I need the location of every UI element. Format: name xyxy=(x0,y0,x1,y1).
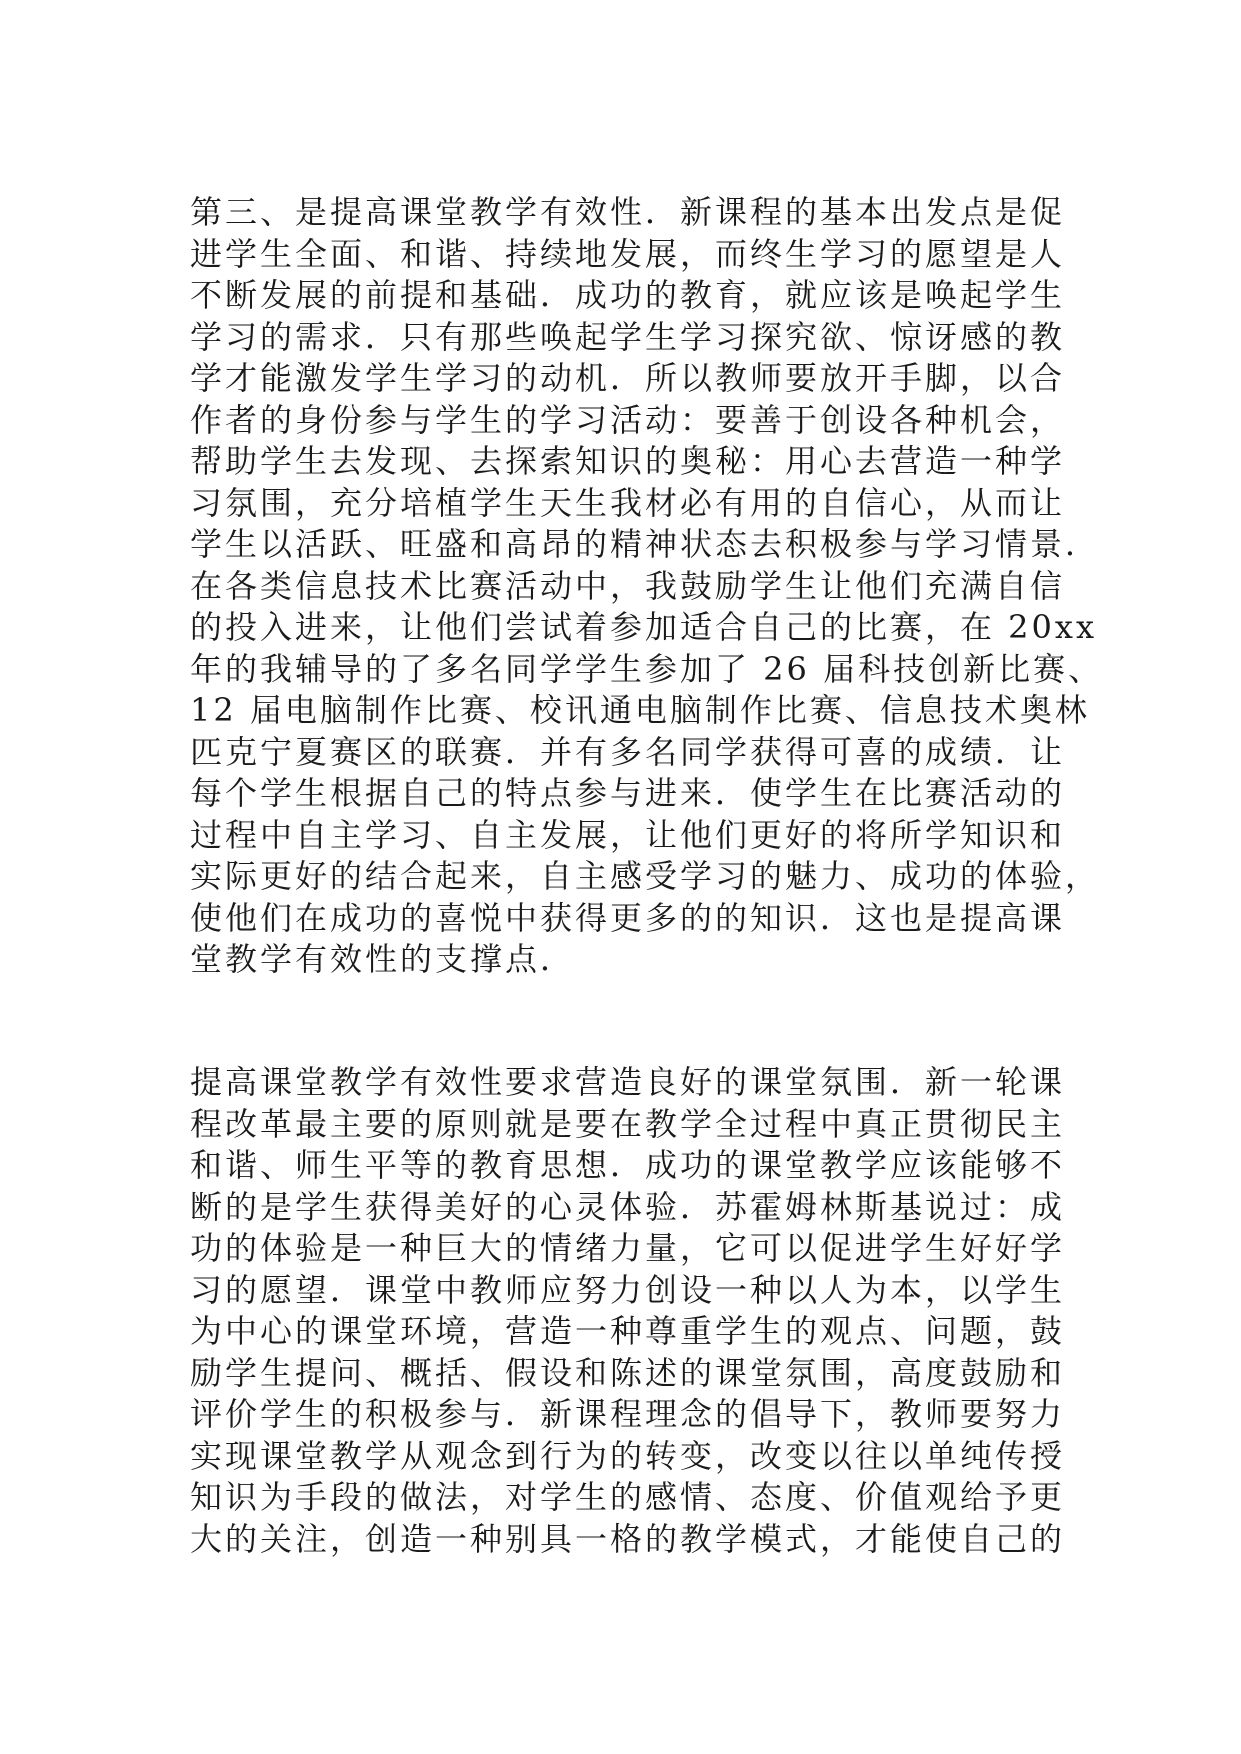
paragraph-line: 励学生提问、概括、假设和陈述的课堂氛围，高度鼓励和 xyxy=(190,1353,1066,1392)
paragraph-line: 作者的身份参与学生的学习活动：要善于创设各种机会， xyxy=(190,400,1066,439)
paragraph-line: 12 届电脑制作比赛、校讯通电脑制作比赛、信息技术奥林 xyxy=(190,691,1090,729)
paragraph-2 xyxy=(190,1062,1066,1560)
paragraph-line: 学才能激发学生学习的动机．所以教师要放开手脚，以合 xyxy=(190,359,1066,397)
paragraph-line: 评价学生的积极参与．新课程理念的倡导下，教师要努力 xyxy=(190,1395,1066,1433)
paragraph-line: 功的体验是一种巨大的情绪力量，它可以促进学生好好学 xyxy=(190,1229,1066,1267)
paragraph-line: 帮助学生去发现、去探索知识的奥秘：用心去营造一种学 xyxy=(190,442,1066,480)
paragraph-line: 使他们在成功的喜悦中获得更多的的知识．这也是提高课 xyxy=(190,898,1066,937)
paragraph-line: 堂教学有效性的支撑点． xyxy=(190,940,576,978)
paragraph-1 xyxy=(190,192,1104,981)
paragraph-line: 进学生全面、和谐、持续地发展，而终生学习的愿望是人 xyxy=(190,234,1066,273)
paragraph-line: 提高课堂教学有效性要求营造良好的课堂氛围．新一轮课 xyxy=(190,1063,1066,1101)
paragraph-line: 在各类信息技术比赛活动中，我鼓励学生让他们充满自信 xyxy=(190,566,1066,605)
paragraph-line: 年的我辅导的了多名同学学生参加了 26 届科技创新比赛、 xyxy=(190,649,1104,688)
paragraph-line: 习氛围，充分培植学生天生我材必有用的自信心，从而让 xyxy=(190,483,1066,522)
paragraph-line: 习的愿望．课堂中教师应努力创设一种以人为本，以学生 xyxy=(190,1270,1066,1309)
paragraph-line: 知识为手段的做法，对学生的感情、态度、价值观给予更 xyxy=(190,1478,1066,1516)
paragraph-line: 第三、是提高课堂教学有效性．新课程的基本出发点是促 xyxy=(190,193,1066,231)
paragraph-line: 大的关注，创造一种别具一格的教学模式，才能使自己的 xyxy=(190,1519,1066,1558)
paragraph-line: 匹克宁夏赛区的联赛．并有多名同学获得可喜的成绩．让 xyxy=(190,732,1066,771)
paragraph-line: 程改革最主要的原则就是要在教学全过程中真正贯彻民主 xyxy=(190,1104,1066,1143)
paragraph-line: 不断发展的前提和基础．成功的教育，就应该是唤起学生 xyxy=(190,276,1066,314)
paragraph-line: 学生以活跃、旺盛和高昂的精神状态去积极参与学习情景． xyxy=(190,525,1101,563)
paragraph-line: 每个学生根据自己的特点参与进来．使学生在比赛活动的 xyxy=(190,774,1066,812)
paragraph-line: 过程中自主学习、自主发展，让他们更好的将所学知识和 xyxy=(190,815,1066,854)
paragraph-line: 实现课堂教学从观念到行为的转变，改变以往以单纯传授 xyxy=(190,1436,1066,1475)
paragraph-line: 为中心的课堂环境，营造一种尊重学生的观点、问题，鼓 xyxy=(190,1312,1066,1350)
paragraph-line: 和谐、师生平等的教育思想．成功的课堂教学应该能够不 xyxy=(190,1146,1066,1184)
paragraph-line: 的投入进来，让他们尝试着参加适合自己的比赛，在 20xx xyxy=(190,608,1097,646)
paragraph-line: 学习的需求．只有那些唤起学生学习探究欲、惊讶感的教 xyxy=(190,317,1066,356)
paragraph-line: 实际更好的结合起来，自主感受学习的魅力、成功的体验， xyxy=(190,857,1101,895)
paragraph-line: 断的是学生获得美好的心灵体验．苏霍姆林斯基说过：成 xyxy=(190,1187,1066,1226)
